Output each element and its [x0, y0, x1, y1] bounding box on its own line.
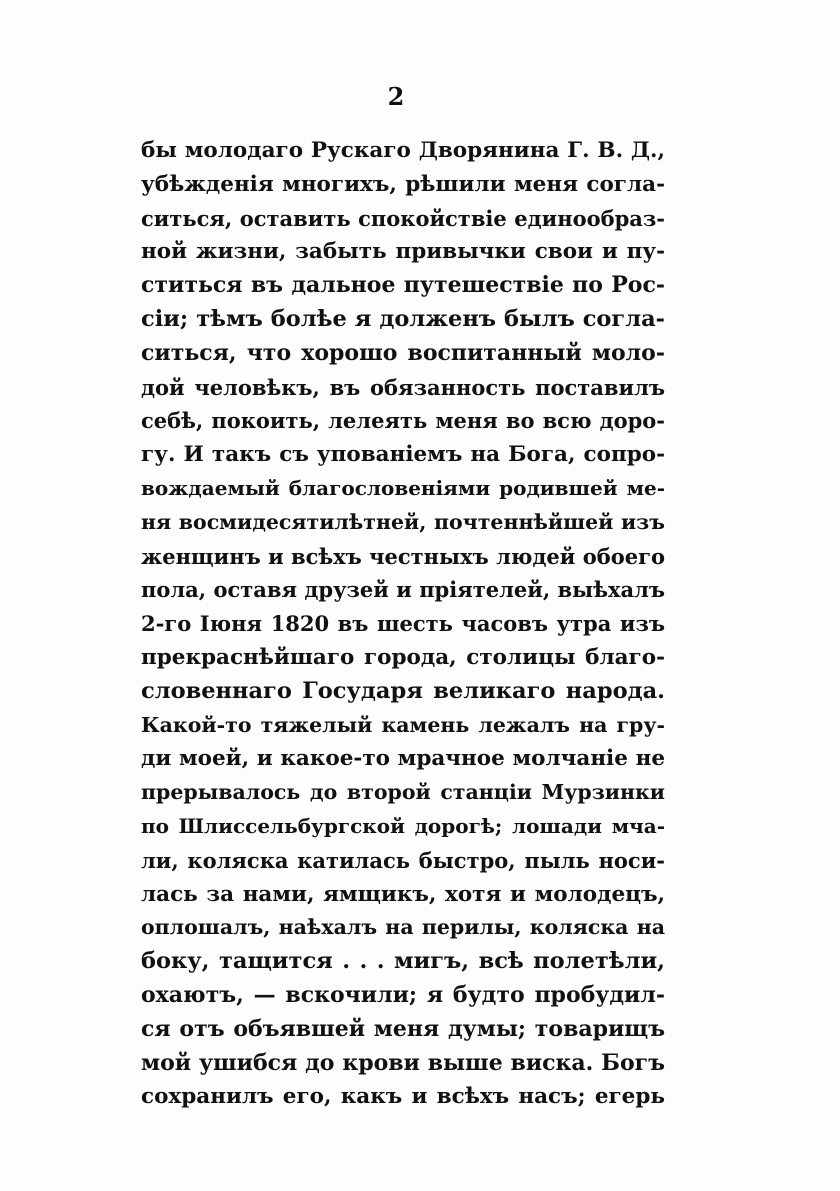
text-line: гу. И такъ съ упованіемъ на Бога, сопро- [141, 442, 665, 468]
text-line: боку, тащится . . . мигъ, всѣ полетѣли, [141, 948, 665, 975]
text-line: прерывалось до второй станціи Мурзинки [141, 780, 665, 805]
text-line: ня восмидесятилѣтней, почтеннѣйшей изъ [141, 509, 665, 534]
text-line: ди моей, и какое-то мрачное молчаніе не [141, 746, 665, 772]
text-line: убѣжденія многихъ, рѣшили меня согла- [141, 171, 665, 197]
text-line: вождаемый благословеніями родившей ме- [141, 475, 665, 500]
text-line: словеннаго Государя великаго народа. [141, 677, 665, 704]
text-line: прекраснѣйшаго города, столицы благо- [141, 644, 665, 670]
page-number: 2 [387, 82, 405, 111]
text-line: сохранилъ его, какъ и всѣхъ насъ; егерь [141, 1084, 665, 1110]
text-line: оплошалъ, наѣхалъ на перилы, коляска на [141, 915, 665, 940]
text-line: пола, оставя друзей и пріятелей, выѣхалъ [141, 577, 665, 603]
text-line: бы молодаго Рускаго Дворянина Г. В. Д., [141, 138, 665, 163]
text-line: охаютъ, — вскочили; я будто пробудил- [141, 981, 665, 1008]
text-line: ной жизни, забыть привычки свои и пу- [141, 239, 665, 265]
text-line: ститься въ дальное путешествіе по Рос- [141, 272, 665, 299]
text-line: себѣ, покоить, лелеять меня во всю доро- [141, 408, 665, 434]
text-line: ситься, что хорошо воспитанный моло- [141, 339, 665, 366]
text-line: ли, коляска катилась быстро, пыль носи- [141, 847, 665, 873]
text-line: ся отъ объявшей меня думы; товарищъ [141, 1015, 665, 1042]
text-line: мой ушибся до крови выше виска. Богъ [141, 1049, 665, 1076]
text-line: дой человѣкъ, въ обязанность поставилъ [141, 374, 665, 400]
text-line: сіи; тѣмъ болѣе я долженъ былъ согла- [141, 305, 665, 332]
text-line: по Шлиссельбургской дорогѣ; лошади мча- [141, 813, 665, 838]
body-text [141, 134, 665, 1114]
text-line: Какой-то тяжелый камень лежалъ на гру- [141, 712, 665, 737]
text-line: женщинъ и всѣхъ честныхъ людей обоего [141, 543, 665, 569]
text-line: ситься, оставить спокойствіе единообраз- [141, 205, 665, 231]
text-line: 2-го Іюня 1820 въ шесть часовъ утра изъ [141, 611, 665, 637]
text-line: лась за нами, ямщикъ, хотя и молодецъ, [141, 881, 665, 907]
